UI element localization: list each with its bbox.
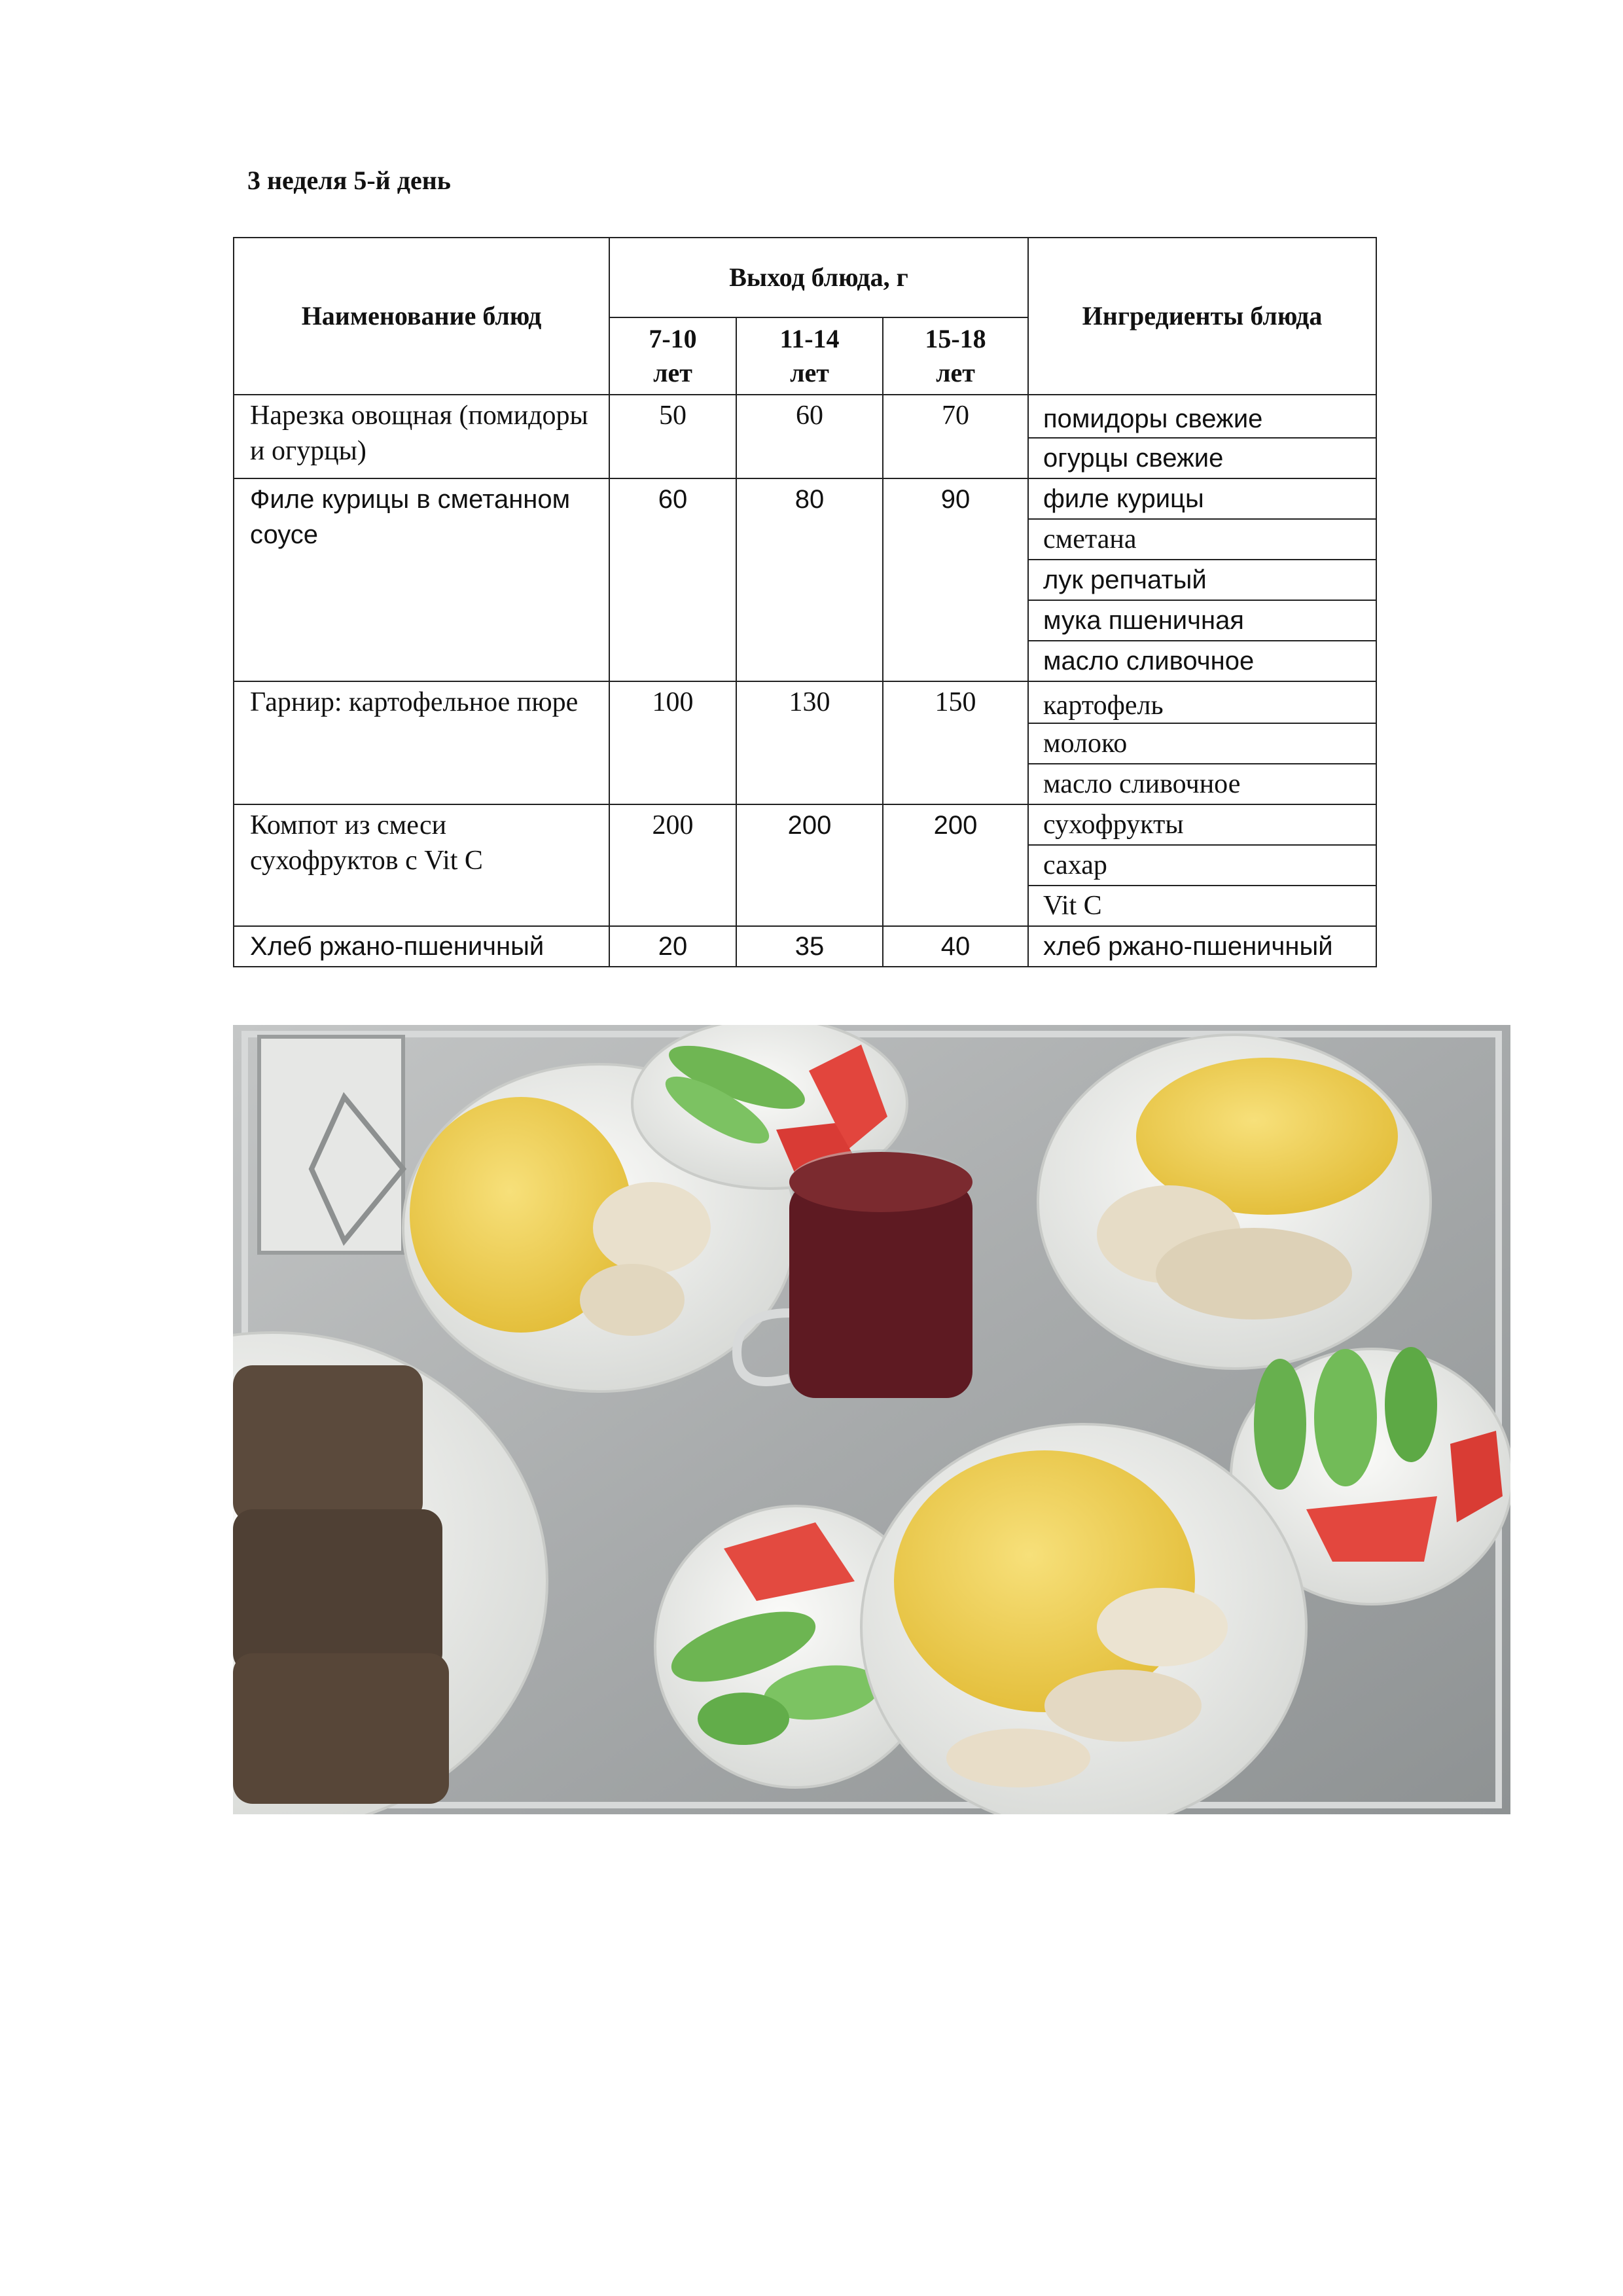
yield-7-10: 50 (609, 395, 736, 478)
ingredient: лук репчатый (1029, 560, 1376, 601)
page-title: 3 неделя 5-й день (247, 166, 451, 195)
table-row (234, 926, 1376, 967)
plate-potato-chicken-2 (1038, 1035, 1431, 1369)
dish-name: Хлеб ржано-пшеничный (234, 926, 609, 967)
yield-7-10: 100 (609, 681, 736, 804)
ingredient: сахар (1029, 846, 1376, 886)
yield-11-14: 200 (736, 804, 883, 926)
ingredient: Vit C (1043, 891, 1102, 921)
meal-photo (233, 1025, 1510, 1814)
chicken-fillet (1156, 1228, 1352, 1319)
ingredients-cell (1028, 926, 1376, 967)
bread-slice (233, 1509, 442, 1673)
header-yield: Выход блюда, г (609, 238, 1028, 317)
bread-slice (233, 1653, 449, 1804)
chicken-fillet (1044, 1670, 1202, 1742)
bread-slice (233, 1365, 423, 1522)
yield-15-18: 90 (883, 478, 1028, 681)
yield-7-10: 20 (609, 926, 736, 967)
cucumber-slice (698, 1693, 789, 1745)
yield-11-14: 130 (736, 681, 883, 804)
menu-table (233, 237, 1377, 967)
yield-11-14: 80 (736, 478, 883, 681)
table-row (234, 681, 1376, 804)
plate-potato-chicken-3 (861, 1424, 1306, 1814)
ingredient: помидоры свежие (1029, 395, 1376, 439)
table-row (234, 395, 1376, 478)
ingredient: масло сливочное (1043, 769, 1241, 799)
ingredients-cell (1028, 681, 1376, 804)
table-row (234, 804, 1376, 926)
yield-11-14: 60 (736, 395, 883, 478)
ingredients-cell (1028, 804, 1376, 926)
chicken-fillet (946, 1729, 1090, 1787)
yield-15-18: 70 (883, 395, 1028, 478)
chicken-fillet (580, 1264, 685, 1336)
ingredients-cell (1028, 478, 1376, 681)
ingredient: огурцы свежие (1043, 444, 1224, 473)
header-ingredients: Ингредиенты блюда (1028, 238, 1376, 395)
chicken-fillet (593, 1182, 711, 1274)
napkin-holder (259, 1037, 403, 1253)
header-age-11-14: 11-14 лет (736, 317, 883, 395)
yield-7-10: 60 (609, 478, 736, 681)
cucumber-slice (1254, 1359, 1306, 1490)
header-dish-name: Наименование блюд (234, 238, 609, 395)
yield-15-18: 150 (883, 681, 1028, 804)
ingredients-cell (1028, 395, 1376, 478)
ingredient: хлеб ржано-пшеничный (1043, 932, 1333, 961)
ingredient: мука пшеничная (1029, 601, 1376, 641)
ingredient: молоко (1029, 724, 1376, 764)
cucumber-slice (1314, 1349, 1377, 1486)
chicken-fillet (1097, 1588, 1228, 1666)
dish-name: Нарезка овощная (помидоры и огурцы) (234, 395, 609, 478)
ingredient: масло сливочное (1043, 647, 1255, 675)
yield-15-18: 200 (883, 804, 1028, 926)
cucumber-slice (1385, 1347, 1437, 1462)
table-row (234, 478, 1376, 681)
header-age-15-18: 15-18 лет (883, 317, 1028, 395)
ingredient: сухофрукты (1029, 805, 1376, 846)
dish-name: Филе курицы в сметанном соусе (234, 478, 609, 681)
yield-15-18: 40 (883, 926, 1028, 967)
yield-11-14: 35 (736, 926, 883, 967)
ingredient: сметана (1029, 520, 1376, 560)
ingredient: картофель (1029, 682, 1376, 724)
yield-7-10: 200 (609, 804, 736, 926)
dish-name: Гарнир: картофельное пюре (234, 681, 609, 804)
header-age-7-10: 7-10 лет (609, 317, 736, 395)
dish-name: Компот из смеси сухофруктов с Vit C (234, 804, 609, 926)
ingredient: филе курицы (1029, 479, 1376, 520)
